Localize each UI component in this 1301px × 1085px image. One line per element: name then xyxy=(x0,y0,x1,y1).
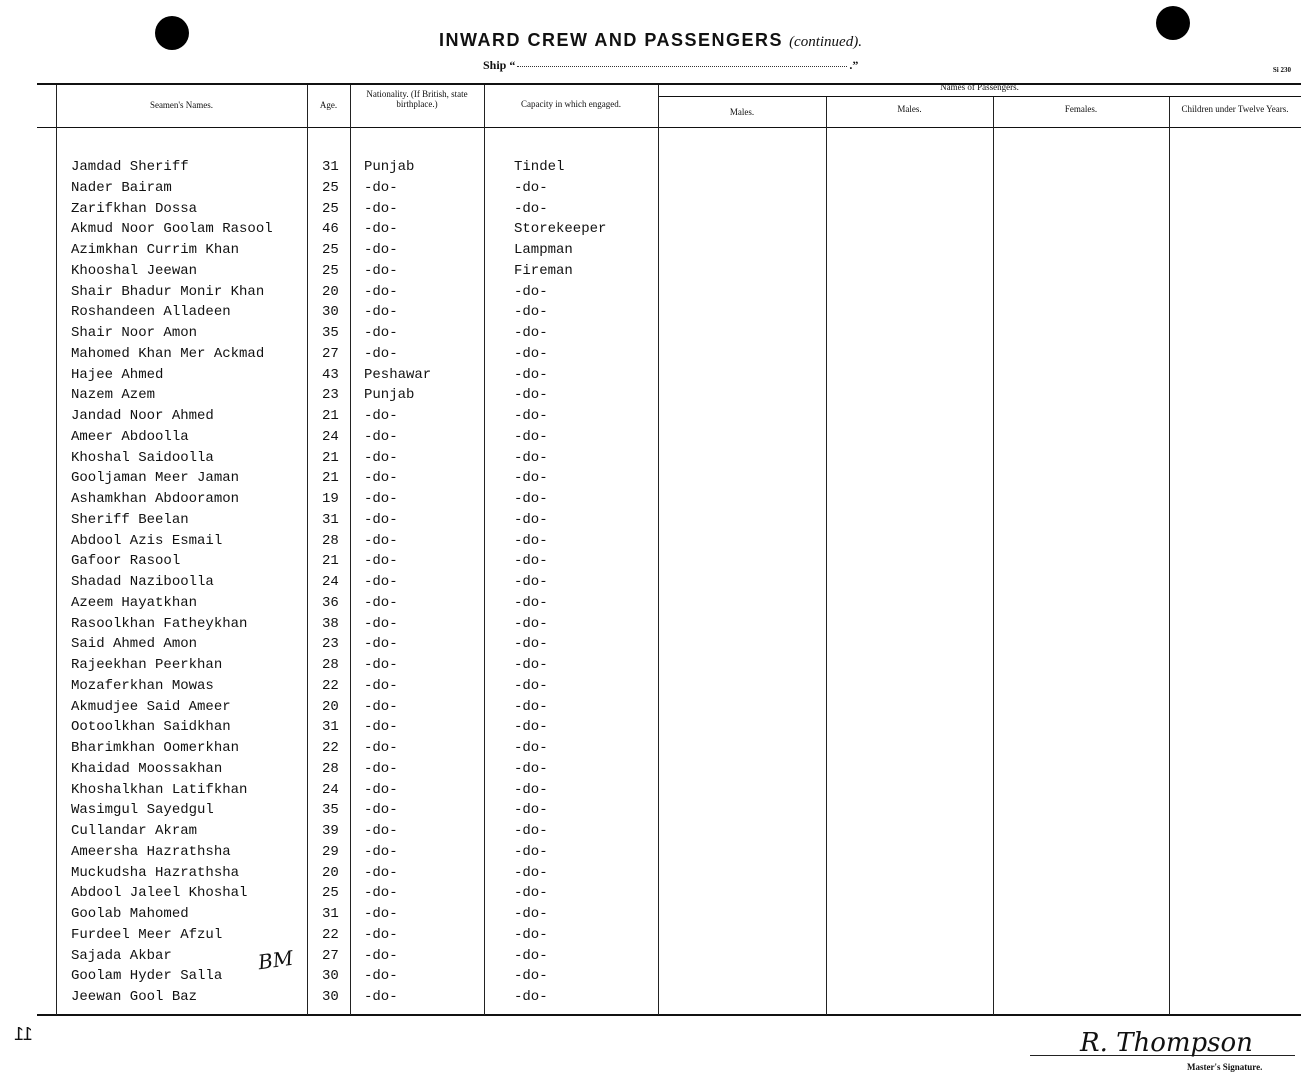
seaman-capacity: -do- xyxy=(514,511,548,528)
table-row xyxy=(0,989,1301,1009)
ship-close: .” xyxy=(849,58,859,72)
table-row xyxy=(0,761,1301,781)
table-row xyxy=(0,304,1301,324)
seaman-name: Jamdad Sheriff xyxy=(71,159,189,175)
seaman-nationality: -do- xyxy=(364,677,398,694)
seaman-capacity: Tindel xyxy=(514,159,565,175)
margin-mark: 11 xyxy=(14,1024,33,1044)
signature-label: Master's Signature. xyxy=(1187,1062,1263,1072)
header-age: Age. xyxy=(319,100,338,110)
seaman-nationality: -do- xyxy=(364,304,398,321)
seaman-name: Sheriff Beelan xyxy=(71,511,189,528)
seaman-capacity: -do- xyxy=(514,594,548,611)
seaman-capacity: -do- xyxy=(514,636,548,653)
seaman-nationality: Peshawar xyxy=(364,366,432,383)
seaman-capacity: -do- xyxy=(514,200,548,217)
header-children: Children under Twelve Years. xyxy=(1181,104,1289,114)
seaman-nationality: -do- xyxy=(364,594,398,611)
seaman-age: 25 xyxy=(322,179,339,196)
table-row xyxy=(0,699,1301,719)
seaman-age: 35 xyxy=(322,325,339,341)
seaman-name: Gafoor Rasool xyxy=(71,553,181,570)
seaman-capacity: -do- xyxy=(514,532,548,549)
seaman-nationality: -do- xyxy=(364,740,398,756)
seaman-nationality: -do- xyxy=(364,698,398,715)
seaman-nationality: -do- xyxy=(364,968,398,985)
seaman-nationality: -do- xyxy=(364,926,398,943)
header-males-2: Males. xyxy=(897,104,922,114)
seaman-name: Hajee Ahmed xyxy=(71,366,164,383)
master-signature: R. Thompson xyxy=(1080,1028,1253,1058)
table-row xyxy=(0,284,1301,304)
table-row xyxy=(0,263,1301,283)
seaman-name: Rasoolkhan Fatheykhan xyxy=(71,615,248,632)
seaman-age: 30 xyxy=(322,989,339,1005)
table-row xyxy=(0,201,1301,221)
seaman-age: 30 xyxy=(322,968,339,985)
header-passengers: Names of Passengers. xyxy=(940,82,1019,92)
header-females: Females. xyxy=(1064,104,1098,114)
seaman-capacity: -do- xyxy=(514,657,548,673)
seaman-name: Nader Bairam xyxy=(71,179,172,196)
seaman-age: 21 xyxy=(322,553,339,570)
seaman-capacity: -do- xyxy=(514,947,548,964)
table-row xyxy=(0,325,1301,345)
seaman-age: 31 xyxy=(322,719,339,736)
seaman-capacity: Fireman xyxy=(514,262,573,279)
seaman-age: 25 xyxy=(322,885,339,902)
seaman-nationality: -do- xyxy=(364,906,398,922)
seaman-capacity: -do- xyxy=(514,926,548,943)
seaman-name: Jeewan Gool Baz xyxy=(71,989,198,1005)
seaman-nationality: -do- xyxy=(364,657,398,673)
table-row xyxy=(0,678,1301,698)
seaman-name: Muckudsha Hazrathsha xyxy=(71,864,240,881)
table-bottom-rule xyxy=(37,1014,1301,1016)
ship-line xyxy=(483,58,858,73)
seaman-age: 20 xyxy=(322,698,339,715)
table-row xyxy=(0,470,1301,490)
seaman-age: 24 xyxy=(322,574,339,590)
seaman-nationality: -do- xyxy=(364,947,398,964)
table-row xyxy=(0,740,1301,760)
seaman-age: 38 xyxy=(322,615,339,632)
ship-name-blank xyxy=(517,66,847,67)
seaman-age: 25 xyxy=(322,200,339,217)
seaman-name: Khaidad Moossakhan xyxy=(71,760,223,777)
header-males-1: Males. xyxy=(729,107,755,117)
title-suffix: (continued). xyxy=(789,34,862,50)
seaman-name: Shadad Naziboolla xyxy=(71,574,214,590)
page-title xyxy=(0,30,1301,51)
seaman-age: 29 xyxy=(322,843,339,860)
seaman-capacity: -do- xyxy=(514,325,548,341)
seaman-capacity: -do- xyxy=(514,470,548,487)
seaman-capacity: -do- xyxy=(514,283,548,300)
table-row xyxy=(0,802,1301,822)
seaman-nationality: -do- xyxy=(364,781,398,798)
seaman-nationality: Punjab xyxy=(364,387,415,404)
seaman-capacity: -do- xyxy=(514,574,548,590)
seaman-age: 21 xyxy=(322,449,339,466)
seaman-nationality: -do- xyxy=(364,532,398,549)
seaman-capacity: -do- xyxy=(514,491,548,507)
seaman-nationality: -do- xyxy=(364,636,398,653)
seaman-nationality: -do- xyxy=(364,242,398,258)
seaman-age: 25 xyxy=(322,242,339,258)
seaman-age: 20 xyxy=(322,283,339,300)
seaman-name: Mahomed Khan Mer Ackmad xyxy=(71,345,265,362)
seaman-name: Gooljaman Meer Jaman xyxy=(71,470,240,487)
ship-label: Ship “ xyxy=(483,58,516,72)
seaman-name: Bharimkhan Oomerkhan xyxy=(71,740,240,756)
seaman-nationality: -do- xyxy=(364,760,398,777)
seaman-nationality: -do- xyxy=(364,553,398,570)
seaman-nationality: -do- xyxy=(364,864,398,881)
header-capacity: Capacity in which engaged. xyxy=(521,99,621,109)
seaman-name: Azimkhan Currim Khan xyxy=(71,242,240,258)
table-row xyxy=(0,159,1301,179)
table-row xyxy=(0,367,1301,387)
seaman-nationality: -do- xyxy=(364,449,398,466)
passengers-subheader-rule xyxy=(658,96,1301,97)
table-row xyxy=(0,865,1301,885)
header-seamen-names: Seamen's Names. xyxy=(149,100,214,110)
table-row xyxy=(0,242,1301,262)
seaman-capacity: -do- xyxy=(514,823,548,839)
seaman-age: 46 xyxy=(322,221,339,238)
seaman-age: 30 xyxy=(322,304,339,321)
seaman-name: Ootoolkhan Saidkhan xyxy=(71,719,231,736)
seaman-capacity: -do- xyxy=(514,449,548,466)
seaman-capacity: -do- xyxy=(514,968,548,985)
seaman-name: Akmud Noor Goolam Rasool xyxy=(71,221,273,238)
seaman-nationality: -do- xyxy=(364,989,398,1005)
seaman-name: Wasimgul Sayedgul xyxy=(71,802,214,819)
seaman-age: 23 xyxy=(322,636,339,653)
seaman-age: 19 xyxy=(322,491,339,507)
seaman-nationality: -do- xyxy=(364,574,398,590)
header-nationality: Nationality. (If British, state birthplace.) xyxy=(366,89,468,110)
table-row xyxy=(0,823,1301,843)
table-row xyxy=(0,719,1301,739)
seaman-capacity: -do- xyxy=(514,428,548,445)
seaman-nationality: -do- xyxy=(364,615,398,632)
table-row xyxy=(0,574,1301,594)
seaman-name: Roshandeen Alladeen xyxy=(71,304,231,321)
seaman-name: Abdool Jaleel Khoshal xyxy=(71,885,248,902)
seaman-name: Abdool Azis Esmail xyxy=(71,532,223,549)
seaman-name: Ashamkhan Abdooramon xyxy=(71,491,240,507)
table-row xyxy=(0,512,1301,532)
seaman-nationality: -do- xyxy=(364,802,398,819)
seaman-age: 31 xyxy=(322,511,339,528)
seaman-nationality: -do- xyxy=(364,221,398,238)
table-row xyxy=(0,782,1301,802)
seaman-capacity: -do- xyxy=(514,781,548,798)
seaman-name: Khooshal Jeewan xyxy=(71,262,198,279)
seaman-nationality: -do- xyxy=(364,719,398,736)
table-row xyxy=(0,844,1301,864)
seaman-nationality: -do- xyxy=(364,325,398,341)
table-row xyxy=(0,346,1301,366)
table-row xyxy=(0,616,1301,636)
table-row xyxy=(0,636,1301,656)
seaman-name: Ameersha Hazrathsha xyxy=(71,843,231,860)
seaman-name: Cullandar Akram xyxy=(71,823,198,839)
seaman-nationality: -do- xyxy=(364,179,398,196)
seaman-age: 39 xyxy=(322,823,339,839)
seaman-capacity: -do- xyxy=(514,740,548,756)
seaman-nationality: -do- xyxy=(364,408,398,424)
seaman-nationality: -do- xyxy=(364,428,398,445)
table-row xyxy=(0,533,1301,553)
seaman-name: Akmudjee Said Ameer xyxy=(71,698,231,715)
seaman-nationality: -do- xyxy=(364,470,398,487)
seaman-age: 27 xyxy=(322,345,339,362)
table-row xyxy=(0,948,1301,968)
seaman-capacity: -do- xyxy=(514,553,548,570)
seaman-age: 43 xyxy=(322,366,339,383)
seaman-nationality: -do- xyxy=(364,283,398,300)
seaman-capacity: -do- xyxy=(514,304,548,321)
seaman-capacity: -do- xyxy=(514,179,548,196)
table-row xyxy=(0,450,1301,470)
seaman-age: 24 xyxy=(322,781,339,798)
seaman-name: Azeem Hayatkhan xyxy=(71,594,198,611)
seaman-name: Shair Noor Amon xyxy=(71,325,198,341)
seaman-capacity: -do- xyxy=(514,843,548,860)
header-bottom-rule xyxy=(37,127,1301,128)
table-row xyxy=(0,595,1301,615)
table-row xyxy=(0,927,1301,947)
table-row xyxy=(0,968,1301,988)
seaman-name: Khoshal Saidoolla xyxy=(71,449,214,466)
seaman-nationality: -do- xyxy=(364,491,398,507)
table-row xyxy=(0,657,1301,677)
table-row xyxy=(0,180,1301,200)
title-main: INWARD CREW AND PASSENGERS xyxy=(439,30,784,50)
seaman-age: 36 xyxy=(322,594,339,611)
seaman-age: 31 xyxy=(322,906,339,922)
seaman-age: 22 xyxy=(322,740,339,756)
seaman-capacity: -do- xyxy=(514,719,548,736)
table-row xyxy=(0,553,1301,573)
seaman-capacity: -do- xyxy=(514,387,548,404)
seaman-age: 21 xyxy=(322,470,339,487)
seaman-nationality: -do- xyxy=(364,345,398,362)
seaman-age: 31 xyxy=(322,159,339,175)
seaman-nationality: -do- xyxy=(364,885,398,902)
seaman-name: Sajada Akbar xyxy=(71,947,172,964)
table-row xyxy=(0,221,1301,241)
table-row xyxy=(0,491,1301,511)
seaman-age: 25 xyxy=(322,262,339,279)
seaman-name: Said Ahmed Amon xyxy=(71,636,198,653)
seaman-name: Nazem Azem xyxy=(71,387,156,404)
seaman-capacity: -do- xyxy=(514,802,548,819)
seaman-name: Goolab Mahomed xyxy=(71,906,189,922)
seaman-name: Khoshalkhan Latifkhan xyxy=(71,781,248,798)
seaman-capacity: -do- xyxy=(514,677,548,694)
seaman-nationality: -do- xyxy=(364,511,398,528)
seaman-nationality: Punjab xyxy=(364,159,415,175)
seaman-capacity: -do- xyxy=(514,345,548,362)
seaman-name: Zarifkhan Dossa xyxy=(71,200,198,217)
seaman-name: Shair Bhadur Monir Khan xyxy=(71,283,265,300)
seaman-capacity: -do- xyxy=(514,408,548,424)
seaman-age: 27 xyxy=(322,947,339,964)
seaman-age: 28 xyxy=(322,657,339,673)
form-code: Si 230 xyxy=(1272,66,1291,74)
seaman-age: 35 xyxy=(322,802,339,819)
seaman-age: 22 xyxy=(322,677,339,694)
table-row xyxy=(0,906,1301,926)
seaman-name: Mozaferkhan Mowas xyxy=(71,677,214,694)
seaman-age: 20 xyxy=(322,864,339,881)
handwritten-initials: BM xyxy=(256,945,295,975)
seaman-capacity: -do- xyxy=(514,989,548,1005)
seaman-capacity: Lampman xyxy=(514,242,573,258)
seaman-age: 24 xyxy=(322,428,339,445)
seaman-capacity: -do- xyxy=(514,864,548,881)
table-row xyxy=(0,429,1301,449)
seaman-capacity: -do- xyxy=(514,366,548,383)
seaman-capacity: -do- xyxy=(514,760,548,777)
seaman-age: 28 xyxy=(322,532,339,549)
seaman-age: 28 xyxy=(322,760,339,777)
seaman-age: 23 xyxy=(322,387,339,404)
seaman-nationality: -do- xyxy=(364,823,398,839)
seaman-capacity: -do- xyxy=(514,698,548,715)
seaman-nationality: -do- xyxy=(364,200,398,217)
seaman-nationality: -do- xyxy=(364,262,398,279)
seaman-age: 22 xyxy=(322,926,339,943)
seaman-name: Furdeel Meer Afzul xyxy=(71,926,223,943)
seaman-age: 21 xyxy=(322,408,339,424)
seaman-name: Ameer Abdoolla xyxy=(71,428,189,445)
seaman-capacity: -do- xyxy=(514,885,548,902)
table-row xyxy=(0,387,1301,407)
seaman-capacity: Storekeeper xyxy=(514,221,607,238)
seaman-name: Jandad Noor Ahmed xyxy=(71,408,214,424)
seaman-capacity: -do- xyxy=(514,906,548,922)
seaman-name: Rajeekhan Peerkhan xyxy=(71,657,223,673)
seaman-name: Goolam Hyder Salla xyxy=(71,968,223,985)
table-row xyxy=(0,408,1301,428)
seaman-nationality: -do- xyxy=(364,843,398,860)
seaman-capacity: -do- xyxy=(514,615,548,632)
table-row xyxy=(0,885,1301,905)
